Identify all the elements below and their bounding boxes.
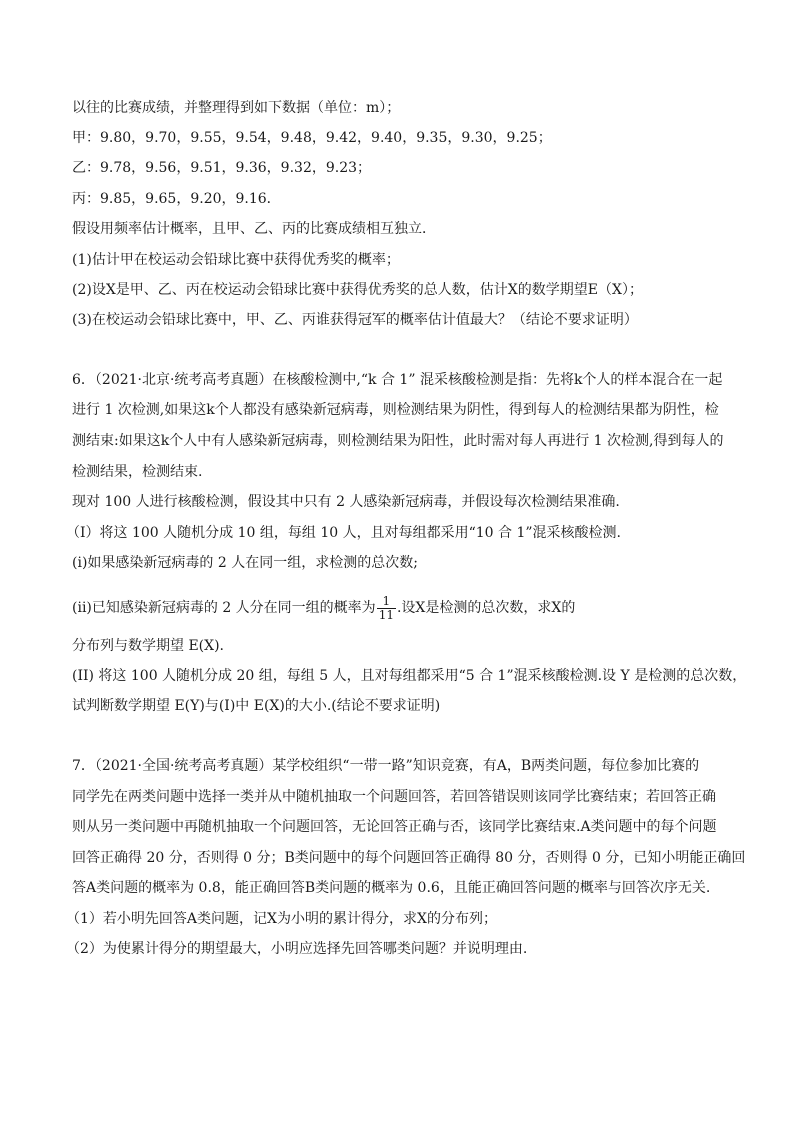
q7-line4: 回答正确得 20 分，否则得 0 分；B类问题中的每个问题回答正确得 80 分，否则得 0 分，已知小明能正确回 — [72, 850, 746, 866]
q6-line3: 测结束:如果这k个人中有人感染新冠病毒，则检测结果为阳性，此时需对每人再进行 1 次检测,得到每人的 — [72, 433, 724, 449]
q6-part-i-b-text-before: (ii)已知感染新冠病毒的 2 人分在同一组的概率为 — [72, 600, 376, 616]
q7-line2: 同学先在两类问题中选择一类并从中随机抽取一个问题回答，若回答错误则该同学比赛结束；若回答正确 — [72, 789, 716, 805]
fraction-numerator: 1 — [377, 595, 396, 609]
q5-data-jia: 甲：9.80，9.70，9.55，9.54，9.48，9.42，9.40，9.35，9.30，9.25； — [72, 130, 552, 146]
q6-part-i-b-text-after: .设X是检测的总次数，求X的 — [396, 600, 576, 616]
q5-part1: (1)估计甲在校运动会铅球比赛中获得优秀奖的概率； — [72, 252, 400, 268]
q6-line5: 现对 100 人进行核酸检测，假设其中只有 2 人感染新冠病毒，并假设每次检测结果准确. — [72, 494, 620, 510]
q5-intro: 以往的比赛成绩，并整理得到如下数据（单位：m）； — [72, 100, 401, 116]
q6-part-i-b-cont: 分布列与数学期望 E(X). — [72, 638, 225, 654]
q5-part3: (3)在校运动会铅球比赛中，甲、乙、丙谁获得冠军的概率估计值最大？（结论不要求证明） — [72, 312, 638, 328]
q5-data-yi: 乙：9.78，9.56，9.51，9.36，9.32，9.23； — [72, 160, 372, 176]
q7-line3: 则从另一类问题中再随机抽取一个问题回答，无论回答正确与否，该同学比赛结束.A类问题中的每个问题 — [72, 819, 717, 835]
q6-part-ii: (II) 将这 100 人随机分成 20 组，每组 5 人，且对每组都采用“5 合 1”混采核酸检测.设 Y 是检测的总次数， — [72, 668, 747, 684]
q7-line5: 答A类问题的概率为 0.8，能正确回答B类问题的概率为 0.6，且能正确回答问题的概率与回答次序无关. — [72, 880, 711, 896]
q5-part2: (2)设X是甲、乙、丙在校运动会铅球比赛中获得优秀奖的总人数，估计X的数学期望E（X）； — [72, 282, 643, 298]
q6-line2: 进行 1 次检测,如果这k个人都没有感染新冠病毒，则检测结果为阴性，得到每人的检测结果都为阴性，检 — [72, 402, 719, 418]
q6-part-i-b — [72, 593, 575, 623]
probability-fraction — [377, 595, 396, 622]
q6-part-i: （I）将这 100 人随机分成 10 组，每组 10 人，且对每组都采用“10 合 1”混采核酸检测. — [66, 525, 621, 541]
q5-assumption: 假设用频率估计概率，且甲、乙、丙的比赛成绩相互独立． — [72, 221, 436, 237]
q6-part-i-a: (i)如果感染新冠病毒的 2 人在同一组，求检测的总次数; — [72, 555, 418, 571]
q7-line1: 7．（2021·全国·统考高考真题）某学校组织“一带一路”知识竞赛，有A，B两类问题，每位参加比赛的 — [72, 758, 700, 774]
q7-part1: （1）若小明先回答A类问题，记X为小明的累计得分，求X的分布列； — [66, 911, 497, 927]
q6-line4: 检测结果，检测结束. — [72, 464, 203, 480]
q6-part-ii-cont: 试判断数学期望 E(Y)与(I)中 E(X)的大小.(结论不要求证明) — [72, 698, 441, 714]
q5-data-bing: 丙：9.85，9.65，9.20，9.16． — [72, 191, 281, 207]
fraction-denominator: 11 — [378, 607, 394, 622]
q7-part2: （2）为使累计得分的期望最大，小明应选择先回答哪类问题？并说明理由. — [66, 941, 528, 957]
q6-line1: 6．（2021·北京·统考高考真题）在核酸检测中,“k 合 1” 混采核酸检测是指：先将k个人的样本混合在一起 — [72, 372, 723, 388]
